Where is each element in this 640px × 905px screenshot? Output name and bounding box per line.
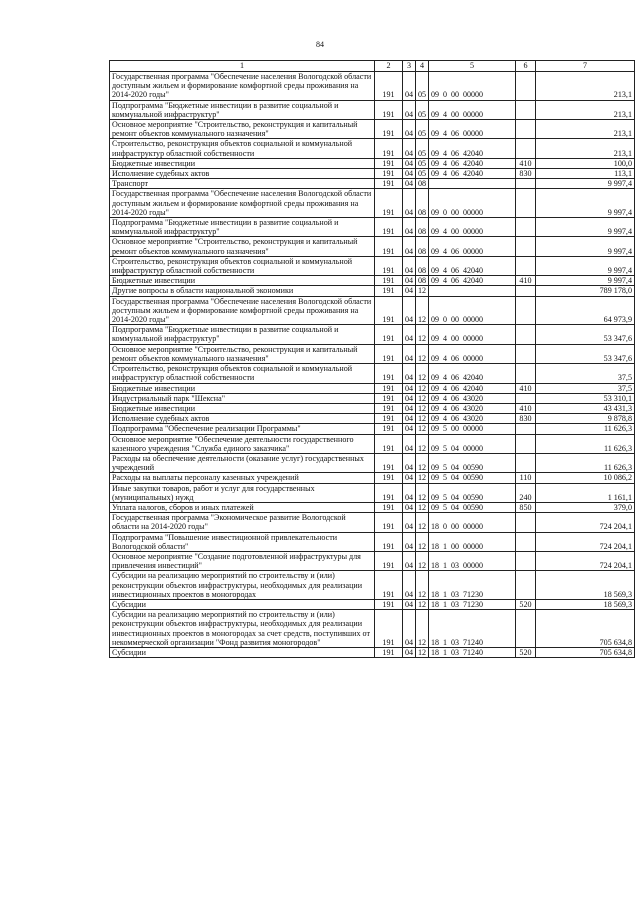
row-name-cell: Строительство, реконструкция объектов социальной и коммунальной инфраструктур областной собственности — [110, 139, 375, 158]
row-name-cell: Субсидии на реализацию мероприятий по строительству и (или) реконструкции объектов инфраструктуры, необходимых для реализации инвестиционных проектов в моногородах — [110, 571, 375, 600]
row-amount-cell: 724 204,1 — [536, 513, 635, 532]
row-section-cell: 04 — [403, 403, 416, 413]
row-amount-cell: 18 569,3 — [536, 599, 635, 609]
row-name-cell: Исполнение судебных актов — [110, 414, 375, 424]
row-grbs-cell: 191 — [375, 599, 403, 609]
row-expense-type-cell — [516, 325, 536, 344]
row-section-cell: 04 — [403, 434, 416, 453]
row-expense-type-cell — [516, 237, 536, 256]
row-subsection-cell: 08 — [416, 256, 429, 275]
row-target-article-cell: 09 4 06 42040 — [429, 158, 516, 168]
row-grbs-cell: 191 — [375, 453, 403, 472]
row-target-article-cell: 09 5 04 00590 — [429, 453, 516, 472]
row-section-cell: 04 — [403, 571, 416, 600]
row-subsection-cell: 12 — [416, 532, 429, 551]
table-row — [110, 434, 635, 453]
row-expense-type-cell — [516, 179, 536, 189]
table-row — [110, 158, 635, 168]
row-expense-type-cell: 410 — [516, 383, 536, 393]
column-header: 6 — [516, 61, 536, 72]
row-grbs-cell: 191 — [375, 189, 403, 218]
row-amount-cell: 53 347,6 — [536, 325, 635, 344]
row-name-cell: Подпрограмма "Бюджетные инвестиции в развитие социальной и коммунальной инфраструктур" — [110, 100, 375, 119]
row-subsection-cell: 05 — [416, 169, 429, 179]
table-row — [110, 218, 635, 237]
row-name-cell: Субсидии на реализацию мероприятий по строительству и (или) реконструкции объектов инфраструктуры, необходимых для реализации инвестиционных проектов в моногородах за счет средств, поступивших от некоммерческой организации "Фонд развития моногородов" — [110, 610, 375, 648]
row-section-cell: 04 — [403, 383, 416, 393]
row-grbs-cell: 191 — [375, 434, 403, 453]
row-grbs-cell: 191 — [375, 158, 403, 168]
row-subsection-cell: 12 — [416, 599, 429, 609]
row-grbs-cell: 191 — [375, 403, 403, 413]
row-amount-cell: 9 997,4 — [536, 256, 635, 275]
row-expense-type-cell: 520 — [516, 599, 536, 609]
row-subsection-cell: 12 — [416, 344, 429, 363]
row-section-cell: 04 — [403, 296, 416, 325]
row-amount-cell: 379,0 — [536, 502, 635, 512]
table-row — [110, 610, 635, 648]
budget-table — [109, 60, 635, 658]
row-target-article-cell: 09 0 00 00000 — [429, 296, 516, 325]
table-row — [110, 189, 635, 218]
row-amount-cell: 213,1 — [536, 139, 635, 158]
row-subsection-cell: 05 — [416, 158, 429, 168]
row-grbs-cell: 191 — [375, 296, 403, 325]
row-section-cell: 04 — [403, 532, 416, 551]
row-target-article-cell: 09 4 06 00000 — [429, 120, 516, 139]
page-number: 84 — [316, 40, 324, 49]
table-row — [110, 383, 635, 393]
row-target-article-cell: 09 4 06 00000 — [429, 237, 516, 256]
row-name-cell: Государственная программа "Обеспечение населения Вологодской области доступным жильем и формирование комфортной среды проживания на 2014-2020 годы" — [110, 296, 375, 325]
table-row — [110, 403, 635, 413]
row-grbs-cell: 191 — [375, 179, 403, 189]
row-expense-type-cell — [516, 218, 536, 237]
row-grbs-cell: 191 — [375, 393, 403, 403]
row-amount-cell: 100,0 — [536, 158, 635, 168]
row-target-article-cell: 09 4 06 42040 — [429, 276, 516, 286]
row-grbs-cell: 191 — [375, 364, 403, 383]
row-grbs-cell: 191 — [375, 218, 403, 237]
row-expense-type-cell: 830 — [516, 414, 536, 424]
row-target-article-cell: 18 1 03 71230 — [429, 599, 516, 609]
row-section-cell: 04 — [403, 414, 416, 424]
row-subsection-cell: 12 — [416, 647, 429, 657]
row-target-article-cell: 09 4 06 00000 — [429, 344, 516, 363]
column-header: 3 — [403, 61, 416, 72]
row-expense-type-cell — [516, 256, 536, 275]
row-amount-cell: 11 626,3 — [536, 453, 635, 472]
column-header: 7 — [536, 61, 635, 72]
row-grbs-cell: 191 — [375, 502, 403, 512]
row-section-cell: 04 — [403, 453, 416, 472]
row-subsection-cell: 12 — [416, 296, 429, 325]
table-row — [110, 571, 635, 600]
row-section-cell: 04 — [403, 189, 416, 218]
row-expense-type-cell: 850 — [516, 502, 536, 512]
row-name-cell: Бюджетные инвестиции — [110, 276, 375, 286]
row-section-cell: 04 — [403, 599, 416, 609]
row-target-article-cell — [429, 286, 516, 296]
row-target-article-cell: 09 5 00 00000 — [429, 424, 516, 434]
row-amount-cell: 53 310,1 — [536, 393, 635, 403]
row-target-article-cell: 18 1 03 71240 — [429, 610, 516, 648]
row-name-cell: Бюджетные инвестиции — [110, 403, 375, 413]
row-grbs-cell: 191 — [375, 344, 403, 363]
row-expense-type-cell — [516, 393, 536, 403]
row-grbs-cell: 191 — [375, 120, 403, 139]
row-subsection-cell: 12 — [416, 286, 429, 296]
row-target-article-cell: 09 4 06 42040 — [429, 256, 516, 275]
row-section-cell: 04 — [403, 169, 416, 179]
row-name-cell: Строительство, реконструкция объектов социальной и коммунальной инфраструктур областной собственности — [110, 256, 375, 275]
row-name-cell: Уплата налогов, сборов и иных платежей — [110, 502, 375, 512]
row-amount-cell: 9 997,4 — [536, 189, 635, 218]
table-row — [110, 551, 635, 570]
row-grbs-cell: 191 — [375, 424, 403, 434]
row-amount-cell: 18 569,3 — [536, 571, 635, 600]
row-grbs-cell: 191 — [375, 256, 403, 275]
table-row — [110, 72, 635, 101]
row-subsection-cell: 12 — [416, 610, 429, 648]
row-target-article-cell: 18 1 03 71240 — [429, 647, 516, 657]
row-section-cell: 04 — [403, 610, 416, 648]
row-target-article-cell: 09 0 00 00000 — [429, 189, 516, 218]
row-expense-type-cell — [516, 120, 536, 139]
row-grbs-cell: 191 — [375, 100, 403, 119]
row-amount-cell: 9 997,4 — [536, 218, 635, 237]
row-grbs-cell: 191 — [375, 169, 403, 179]
row-expense-type-cell — [516, 610, 536, 648]
row-section-cell: 04 — [403, 286, 416, 296]
row-expense-type-cell: 110 — [516, 473, 536, 483]
row-target-article-cell: 18 1 03 71230 — [429, 571, 516, 600]
row-grbs-cell: 191 — [375, 325, 403, 344]
row-expense-type-cell: 830 — [516, 169, 536, 179]
row-subsection-cell: 12 — [416, 502, 429, 512]
row-subsection-cell: 12 — [416, 434, 429, 453]
row-expense-type-cell: 410 — [516, 403, 536, 413]
row-name-cell: Подпрограмма "Повышение инвестиционной привлекательности Вологодской области" — [110, 532, 375, 551]
row-section-cell: 04 — [403, 100, 416, 119]
row-target-article-cell: 09 4 06 42040 — [429, 139, 516, 158]
table-row — [110, 100, 635, 119]
row-expense-type-cell — [516, 453, 536, 472]
row-name-cell: Подпрограмма "Обеспечение реализации Программы" — [110, 424, 375, 434]
row-expense-type-cell — [516, 296, 536, 325]
table-row — [110, 453, 635, 472]
table-row — [110, 237, 635, 256]
row-name-cell: Иные закупки товаров, работ и услуг для государственных (муниципальных) нужд — [110, 483, 375, 502]
row-expense-type-cell — [516, 571, 536, 600]
row-subsection-cell: 12 — [416, 513, 429, 532]
row-section-cell: 04 — [403, 502, 416, 512]
row-name-cell: Бюджетные инвестиции — [110, 383, 375, 393]
row-name-cell: Основное мероприятие "Обеспечение деятельности государственного казенного учреждения "Служба единого заказчика" — [110, 434, 375, 453]
row-subsection-cell: 12 — [416, 571, 429, 600]
row-target-article-cell: 09 0 00 00000 — [429, 72, 516, 101]
row-amount-cell: 789 178,0 — [536, 286, 635, 296]
row-section-cell: 04 — [403, 551, 416, 570]
row-amount-cell: 9 997,4 — [536, 179, 635, 189]
row-section-cell: 04 — [403, 158, 416, 168]
row-expense-type-cell — [516, 344, 536, 363]
row-grbs-cell: 191 — [375, 72, 403, 101]
row-name-cell: Подпрограмма "Бюджетные инвестиции в развитие социальной и коммунальной инфраструктур" — [110, 325, 375, 344]
table-row — [110, 647, 635, 657]
row-amount-cell: 9 997,4 — [536, 276, 635, 286]
row-target-article-cell: 18 0 00 00000 — [429, 513, 516, 532]
row-target-article-cell: 09 4 00 00000 — [429, 100, 516, 119]
row-grbs-cell: 191 — [375, 139, 403, 158]
row-subsection-cell: 12 — [416, 393, 429, 403]
row-expense-type-cell — [516, 72, 536, 101]
table-row — [110, 424, 635, 434]
row-target-article-cell — [429, 179, 516, 189]
row-expense-type-cell — [516, 434, 536, 453]
table-row — [110, 414, 635, 424]
row-subsection-cell: 05 — [416, 120, 429, 139]
row-section-cell: 04 — [403, 393, 416, 403]
table-body — [110, 72, 635, 658]
row-subsection-cell: 12 — [416, 414, 429, 424]
row-target-article-cell: 18 1 03 00000 — [429, 551, 516, 570]
row-expense-type-cell — [516, 100, 536, 119]
row-expense-type-cell: 410 — [516, 276, 536, 286]
row-name-cell: Расходы на обеспечение деятельности (оказание услуг) государственных учреждений — [110, 453, 375, 472]
row-target-article-cell: 09 5 04 00590 — [429, 483, 516, 502]
row-name-cell: Исполнение судебных актов — [110, 169, 375, 179]
row-amount-cell: 213,1 — [536, 120, 635, 139]
row-grbs-cell: 191 — [375, 513, 403, 532]
row-subsection-cell: 12 — [416, 325, 429, 344]
row-expense-type-cell — [516, 364, 536, 383]
table-row — [110, 169, 635, 179]
table-row — [110, 393, 635, 403]
table-row — [110, 120, 635, 139]
row-amount-cell: 9 997,4 — [536, 237, 635, 256]
row-subsection-cell: 12 — [416, 453, 429, 472]
table-row — [110, 502, 635, 512]
row-subsection-cell: 08 — [416, 237, 429, 256]
row-grbs-cell: 191 — [375, 414, 403, 424]
table-row — [110, 599, 635, 609]
row-subsection-cell: 12 — [416, 364, 429, 383]
row-amount-cell: 10 086,2 — [536, 473, 635, 483]
row-name-cell: Субсидии — [110, 599, 375, 609]
row-subsection-cell: 12 — [416, 551, 429, 570]
row-name-cell: Государственная программа "Обеспечение населения Вологодской области доступным жильем и формирование комфортной среды проживания на 2014-2020 годы" — [110, 189, 375, 218]
row-amount-cell: 11 626,3 — [536, 424, 635, 434]
table-row — [110, 296, 635, 325]
row-subsection-cell: 05 — [416, 139, 429, 158]
table-row — [110, 276, 635, 286]
row-amount-cell: 1 161,1 — [536, 483, 635, 502]
row-amount-cell: 213,1 — [536, 100, 635, 119]
row-section-cell: 04 — [403, 473, 416, 483]
table-row — [110, 364, 635, 383]
row-grbs-cell: 191 — [375, 610, 403, 648]
row-name-cell: Основное мероприятие "Строительство, реконструкция и капитальный ремонт объектов коммунального назначения" — [110, 344, 375, 363]
row-section-cell: 04 — [403, 483, 416, 502]
row-section-cell: 04 — [403, 218, 416, 237]
row-target-article-cell: 09 4 06 43020 — [429, 393, 516, 403]
table-row — [110, 139, 635, 158]
row-amount-cell: 37,5 — [536, 383, 635, 393]
row-subsection-cell: 05 — [416, 72, 429, 101]
row-expense-type-cell — [516, 424, 536, 434]
row-amount-cell: 724 204,1 — [536, 532, 635, 551]
row-subsection-cell: 12 — [416, 383, 429, 393]
column-header: 4 — [416, 61, 429, 72]
row-section-cell: 04 — [403, 120, 416, 139]
row-expense-type-cell: 410 — [516, 158, 536, 168]
row-amount-cell: 724 204,1 — [536, 551, 635, 570]
row-expense-type-cell — [516, 139, 536, 158]
table-row — [110, 286, 635, 296]
row-target-article-cell: 09 4 06 43020 — [429, 403, 516, 413]
row-amount-cell: 9 878,8 — [536, 414, 635, 424]
table-row — [110, 473, 635, 483]
row-grbs-cell: 191 — [375, 647, 403, 657]
row-subsection-cell: 12 — [416, 473, 429, 483]
row-amount-cell: 53 347,6 — [536, 344, 635, 363]
row-subsection-cell: 12 — [416, 424, 429, 434]
row-name-cell: Строительство, реконструкция объектов социальной и коммунальной инфраструктур областной собственности — [110, 364, 375, 383]
row-target-article-cell: 18 1 00 00000 — [429, 532, 516, 551]
row-target-article-cell: 09 4 06 42040 — [429, 169, 516, 179]
row-amount-cell: 705 634,8 — [536, 647, 635, 657]
row-name-cell: Государственная программа "Экономическое развитие Вологодской области на 2014-2020 годы" — [110, 513, 375, 532]
row-target-article-cell: 09 5 04 00590 — [429, 473, 516, 483]
row-subsection-cell: 08 — [416, 179, 429, 189]
row-section-cell: 04 — [403, 325, 416, 344]
row-grbs-cell: 191 — [375, 473, 403, 483]
row-section-cell: 04 — [403, 344, 416, 363]
row-expense-type-cell — [516, 513, 536, 532]
row-section-cell: 04 — [403, 72, 416, 101]
row-target-article-cell: 09 4 06 42040 — [429, 383, 516, 393]
row-grbs-cell: 191 — [375, 237, 403, 256]
table-row — [110, 325, 635, 344]
table-row — [110, 532, 635, 551]
row-grbs-cell: 191 — [375, 383, 403, 393]
row-amount-cell: 37,5 — [536, 364, 635, 383]
table-row — [110, 483, 635, 502]
table-row — [110, 344, 635, 363]
row-section-cell: 04 — [403, 647, 416, 657]
row-target-article-cell: 09 5 04 00000 — [429, 434, 516, 453]
row-target-article-cell: 09 4 06 42040 — [429, 364, 516, 383]
row-subsection-cell: 12 — [416, 483, 429, 502]
row-section-cell: 04 — [403, 513, 416, 532]
row-subsection-cell: 08 — [416, 189, 429, 218]
row-name-cell: Бюджетные инвестиции — [110, 158, 375, 168]
row-name-cell: Основное мероприятие "Строительство, реконструкция и капитальный ремонт объектов коммунального назначения" — [110, 237, 375, 256]
row-amount-cell: 705 634,8 — [536, 610, 635, 648]
row-amount-cell: 64 973,9 — [536, 296, 635, 325]
row-expense-type-cell — [516, 551, 536, 570]
row-grbs-cell: 191 — [375, 483, 403, 502]
row-name-cell: Другие вопросы в области национальной экономики — [110, 286, 375, 296]
row-subsection-cell: 12 — [416, 403, 429, 413]
row-name-cell: Подпрограмма "Бюджетные инвестиции в развитие социальной и коммунальной инфраструктур" — [110, 218, 375, 237]
row-name-cell: Транспорт — [110, 179, 375, 189]
table-header-row — [110, 61, 635, 72]
row-expense-type-cell — [516, 532, 536, 551]
row-amount-cell: 213,1 — [536, 72, 635, 101]
row-grbs-cell: 191 — [375, 571, 403, 600]
row-section-cell: 04 — [403, 179, 416, 189]
row-name-cell: Основное мероприятие "Создание подготовленной инфраструктуры для привлечения инвестиций" — [110, 551, 375, 570]
row-amount-cell: 11 626,3 — [536, 434, 635, 453]
row-expense-type-cell — [516, 189, 536, 218]
table-row — [110, 513, 635, 532]
row-section-cell: 04 — [403, 276, 416, 286]
row-name-cell: Государственная программа "Обеспечение населения Вологодской области доступным жильем и формирование комфортной среды проживания на 2014-2020 годы" — [110, 72, 375, 101]
row-subsection-cell: 08 — [416, 218, 429, 237]
column-header: 5 — [429, 61, 516, 72]
row-grbs-cell: 191 — [375, 276, 403, 286]
row-section-cell: 04 — [403, 364, 416, 383]
row-amount-cell: 113,1 — [536, 169, 635, 179]
row-expense-type-cell — [516, 286, 536, 296]
row-grbs-cell: 191 — [375, 551, 403, 570]
row-target-article-cell: 09 4 00 00000 — [429, 325, 516, 344]
row-target-article-cell: 09 4 06 43020 — [429, 414, 516, 424]
column-header: 2 — [375, 61, 403, 72]
row-subsection-cell: 05 — [416, 100, 429, 119]
row-target-article-cell: 09 5 04 00590 — [429, 502, 516, 512]
table-row — [110, 256, 635, 275]
row-target-article-cell: 09 4 00 00000 — [429, 218, 516, 237]
column-header: 1 — [110, 61, 375, 72]
row-grbs-cell: 191 — [375, 532, 403, 551]
row-expense-type-cell: 520 — [516, 647, 536, 657]
table-row — [110, 179, 635, 189]
row-name-cell: Субсидии — [110, 647, 375, 657]
row-section-cell: 04 — [403, 256, 416, 275]
row-expense-type-cell: 240 — [516, 483, 536, 502]
row-amount-cell: 43 431,3 — [536, 403, 635, 413]
row-section-cell: 04 — [403, 237, 416, 256]
row-name-cell: Основное мероприятие "Строительство, реконструкция и капитальный ремонт объектов коммунального назначения" — [110, 120, 375, 139]
row-section-cell: 04 — [403, 424, 416, 434]
row-name-cell: Индустриальный парк "Шексна" — [110, 393, 375, 403]
row-name-cell: Расходы на выплаты персоналу казенных учреждений — [110, 473, 375, 483]
row-grbs-cell: 191 — [375, 286, 403, 296]
row-subsection-cell: 08 — [416, 276, 429, 286]
row-section-cell: 04 — [403, 139, 416, 158]
